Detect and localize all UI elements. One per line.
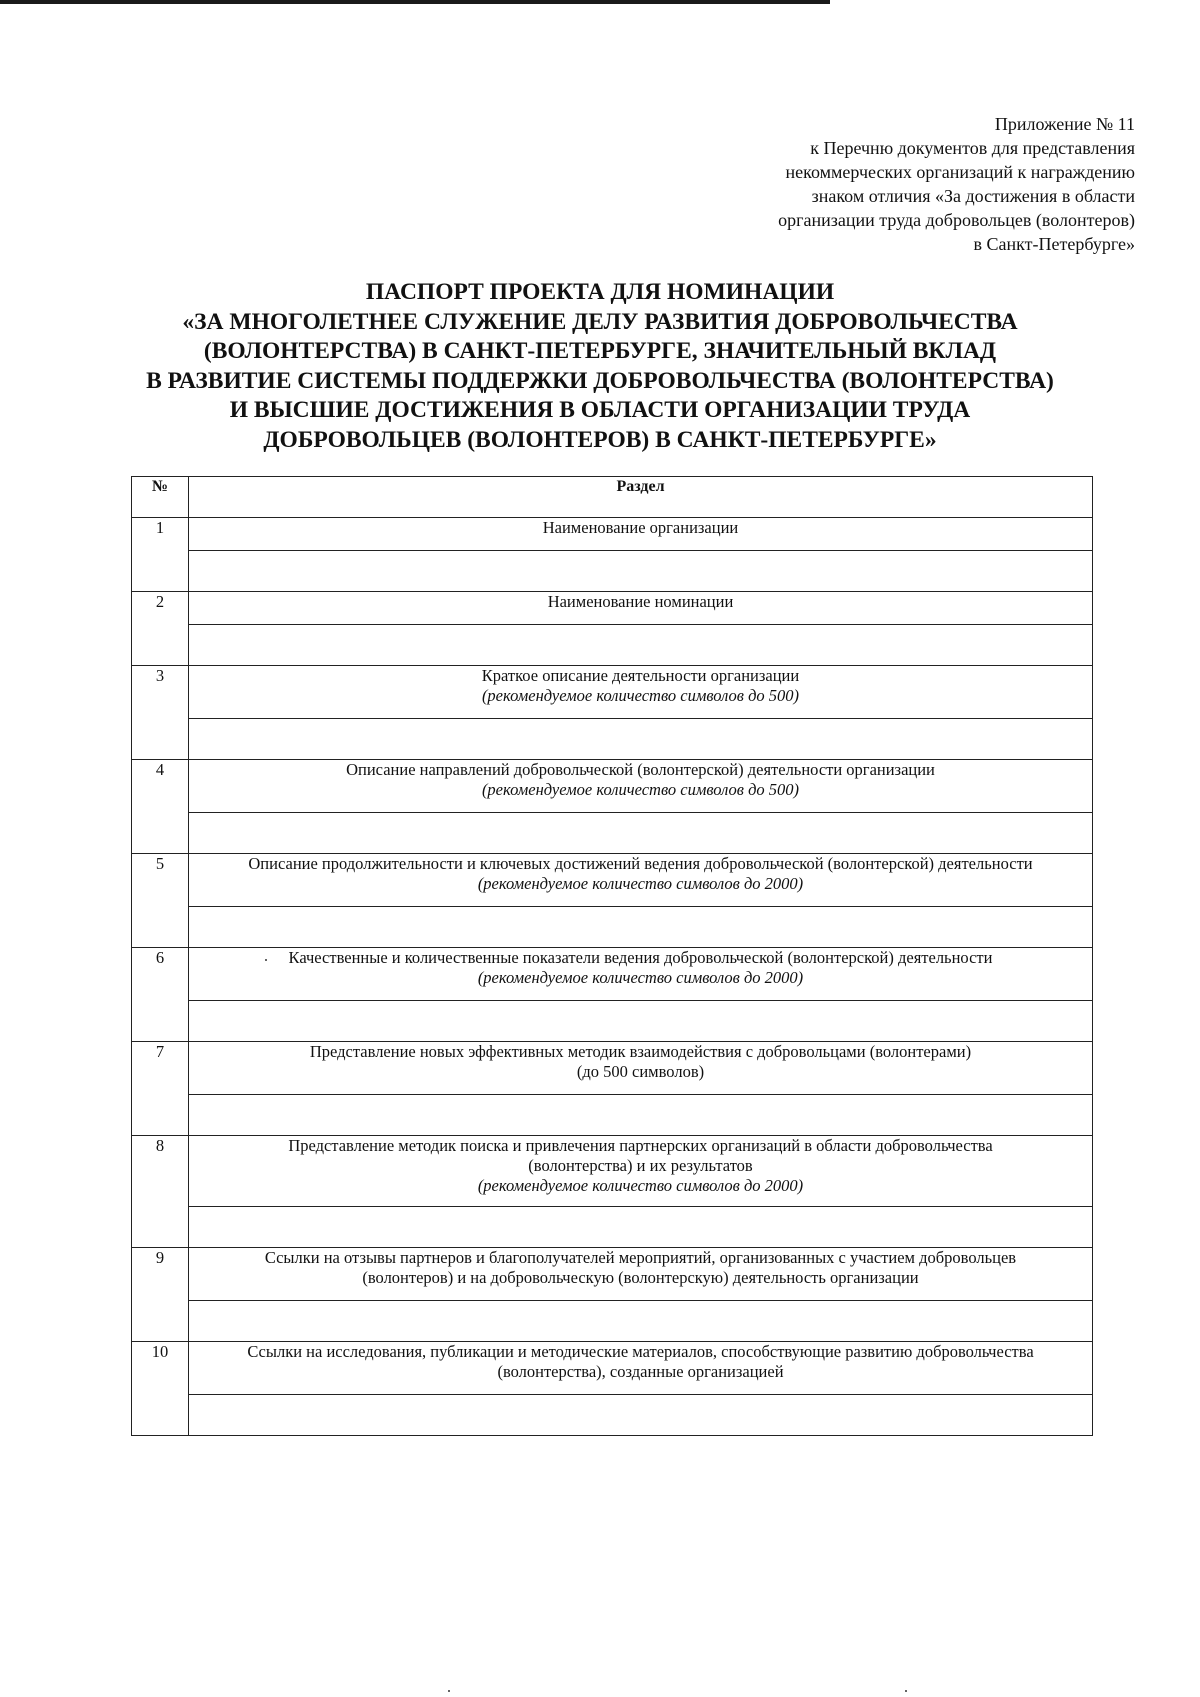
- row-label-line: (волонтерства) и их результатов: [528, 1156, 753, 1175]
- answer-field[interactable]: [189, 1207, 1093, 1248]
- answer-row: [132, 719, 1093, 760]
- row-label-hint: (рекомендуемое количество символов до 500): [481, 686, 800, 705]
- row-label-hint: (рекомендуемое количество символов до 500): [481, 780, 800, 799]
- row-label: [189, 760, 1093, 813]
- scan-edge-bar: [0, 0, 830, 4]
- row-label-line: (волонтеров) и на добровольческую (волонтерскую) деятельность организации: [362, 1268, 919, 1287]
- table-row: [132, 760, 1093, 813]
- row-label: [189, 948, 1093, 1001]
- row-label: [189, 518, 1093, 551]
- scan-speck: [905, 1690, 907, 1692]
- header-number: №: [132, 477, 189, 518]
- passport-table: [131, 476, 1093, 1436]
- answer-field[interactable]: [189, 1095, 1093, 1136]
- row-number: 10: [132, 1342, 189, 1436]
- table-row: [132, 518, 1093, 551]
- appendix-line: некоммерческих организаций к награждению: [785, 162, 1135, 182]
- row-label-line: Описание продолжительности и ключевых достижений ведения добровольческой (волонтерской) деятельности: [248, 854, 1033, 873]
- appendix-line: к Перечню документов для представления: [810, 138, 1135, 158]
- row-number: 2: [132, 592, 189, 666]
- scan-speck: [448, 1690, 450, 1692]
- row-label-line: Представление новых эффективных методик взаимодействия с добровольцами (волонтерами): [309, 1042, 972, 1061]
- row-label-line: Краткое описание деятельности организации: [481, 666, 800, 685]
- row-number: 7: [132, 1042, 189, 1136]
- table-header-row: [132, 477, 1093, 518]
- table-row: [132, 592, 1093, 625]
- table-row: [132, 666, 1093, 719]
- row-label-hint: (рекомендуемое количество символов до 2000): [477, 968, 804, 987]
- row-label-line: Описание направлений добровольческой (волонтерской) деятельности организации: [346, 760, 935, 779]
- header-section: Раздел: [189, 477, 1093, 518]
- appendix-line: Приложение № 11: [994, 114, 1135, 134]
- row-number: 3: [132, 666, 189, 760]
- row-number: 5: [132, 854, 189, 948]
- row-label-line: Качественные и количественные показатели ведения добровольческой (волонтерской) деятельности: [288, 948, 993, 967]
- row-label-line: Ссылки на отзывы партнеров и благополучателей мероприятий, организованных с участием добровольцев: [264, 1248, 1017, 1267]
- row-label-line: (до 500 символов): [576, 1062, 705, 1081]
- row-label-line: Наименование организации: [542, 518, 739, 537]
- title-line: «ЗА МНОГОЛЕТНЕЕ СЛУЖЕНИЕ ДЕЛУ РАЗВИТИЯ ДОБРОВОЛЬЧЕСТВА: [182, 308, 1018, 335]
- appendix-line: знаком отличия «За достижения в области: [811, 186, 1135, 206]
- title-line: ДОБРОВОЛЬЦЕВ (ВОЛОНТЕРОВ) В САНКТ-ПЕТЕРБУРГЕ»: [263, 426, 937, 453]
- table-row: [132, 1136, 1093, 1207]
- appendix-line: организации труда добровольцев (волонтеров): [778, 210, 1135, 230]
- appendix-note: [535, 112, 1135, 256]
- row-label: [189, 1342, 1093, 1395]
- row-number: 6: [132, 948, 189, 1042]
- table-row: [132, 854, 1093, 907]
- title-line: И ВЫСШИЕ ДОСТИЖЕНИЯ В ОБЛАСТИ ОРГАНИЗАЦИИ ТРУДА: [229, 397, 971, 423]
- row-number: 8: [132, 1136, 189, 1248]
- table-row: [132, 1042, 1093, 1095]
- appendix-line: в Санкт-Петербурге»: [973, 234, 1135, 254]
- answer-field[interactable]: [189, 907, 1093, 948]
- row-number: 1: [132, 518, 189, 592]
- row-label-line: Ссылки на исследования, публикации и методические материалов, способствующие развитию добровольчества: [247, 1342, 1034, 1361]
- answer-field[interactable]: [189, 625, 1093, 666]
- answer-row: [132, 1001, 1093, 1042]
- title-line: ПАСПОРТ ПРОЕКТА ДЛЯ НОМИНАЦИИ: [365, 279, 835, 305]
- row-label: [189, 1042, 1093, 1095]
- answer-row: [132, 1095, 1093, 1136]
- row-label: [189, 1136, 1093, 1207]
- answer-field[interactable]: [189, 551, 1093, 592]
- table-row: [132, 1248, 1093, 1301]
- row-label-line: Наименование номинации: [547, 592, 734, 611]
- row-number: 9: [132, 1248, 189, 1342]
- answer-field[interactable]: [189, 1001, 1093, 1042]
- row-label: [189, 1248, 1093, 1301]
- title-line: (ВОЛОНТЕРСТВА) В САНКТ-ПЕТЕРБУРГЕ, ЗНАЧИТЕЛЬНЫЙ ВКЛАД: [203, 338, 997, 364]
- title-line: В РАЗВИТИЕ СИСТЕМЫ ПОДДЕРЖКИ ДОБРОВОЛЬЧЕСТВА (ВОЛОНТЕРСТВА): [146, 367, 1054, 394]
- answer-field[interactable]: [189, 719, 1093, 760]
- scan-speck: [265, 959, 267, 961]
- answer-field[interactable]: [189, 1395, 1093, 1436]
- answer-row: [132, 1301, 1093, 1342]
- answer-field[interactable]: [189, 813, 1093, 854]
- document-title: [60, 278, 1140, 455]
- row-label-hint: (рекомендуемое количество символов до 2000): [477, 1176, 804, 1195]
- answer-row: [132, 907, 1093, 948]
- answer-row: [132, 813, 1093, 854]
- answer-field[interactable]: [189, 1301, 1093, 1342]
- row-number: 4: [132, 760, 189, 854]
- answer-row: [132, 551, 1093, 592]
- answer-row: [132, 1395, 1093, 1436]
- answer-row: [132, 1207, 1093, 1248]
- row-label: [189, 666, 1093, 719]
- row-label: [189, 592, 1093, 625]
- answer-row: [132, 625, 1093, 666]
- table-row: [132, 1342, 1093, 1395]
- row-label-line: (волонтерства), созданные организацией: [497, 1362, 784, 1381]
- row-label-line: Представление методик поиска и привлечения партнерских организаций в области добровольчества: [288, 1136, 993, 1155]
- table-row: [132, 948, 1093, 1001]
- row-label: [189, 854, 1093, 907]
- row-label-hint: (рекомендуемое количество символов до 2000): [477, 874, 804, 893]
